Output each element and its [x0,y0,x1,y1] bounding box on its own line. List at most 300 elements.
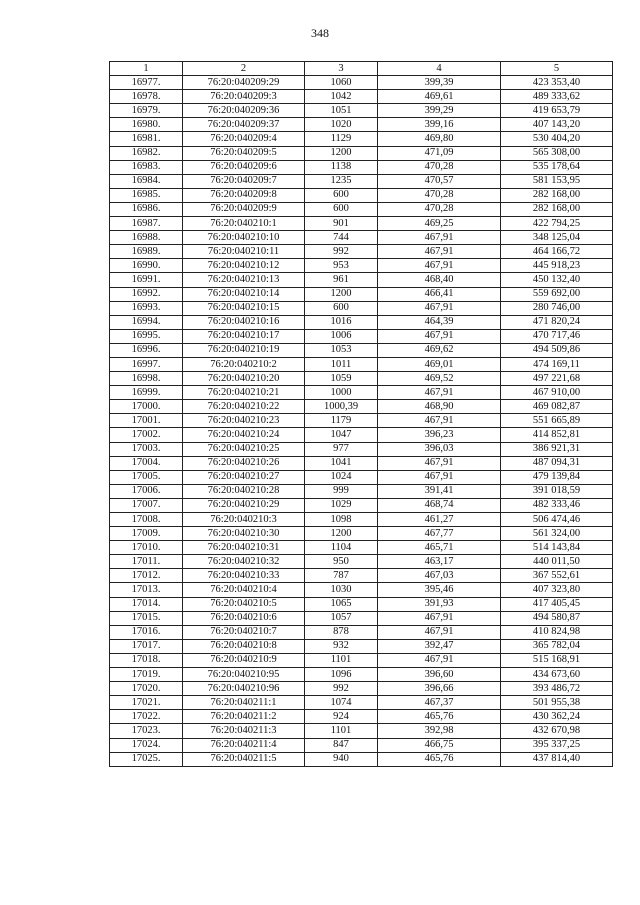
row-number-cell: 17003. [110,442,183,456]
table-row [110,174,613,188]
table-row [110,710,613,724]
area-cell: 1138 [305,160,378,174]
cadastral-number-cell: 76:20:040210:28 [183,484,305,498]
area-cell: 1101 [305,653,378,667]
table-row [110,583,613,597]
value-cell: 422 794,25 [501,217,613,231]
value-cell: 514 143,84 [501,541,613,555]
cadastral-number-cell: 76:20:040210:23 [183,414,305,428]
rate-cell: 396,60 [378,668,501,682]
table-row [110,202,613,216]
area-cell: 1016 [305,315,378,329]
value-cell: 482 333,46 [501,498,613,512]
cadastral-number-cell: 76:20:040209:9 [183,202,305,216]
rate-cell: 395,46 [378,583,501,597]
area-cell: 1053 [305,343,378,357]
table-row [110,569,613,583]
value-cell: 565 308,00 [501,146,613,160]
table-row [110,682,613,696]
rate-cell: 467,91 [378,259,501,273]
value-cell: 487 094,31 [501,456,613,470]
cadastral-number-cell: 76:20:040210:3 [183,513,305,527]
value-cell: 365 782,04 [501,639,613,653]
rate-cell: 467,91 [378,231,501,245]
header-row [110,62,613,76]
row-number-cell: 17010. [110,541,183,555]
rate-cell: 467,91 [378,653,501,667]
value-cell: 501 955,38 [501,696,613,710]
table-row [110,386,613,400]
row-number-cell: 17007. [110,498,183,512]
area-cell: 600 [305,301,378,315]
row-number-cell: 17017. [110,639,183,653]
table-row [110,597,613,611]
table-row [110,273,613,287]
rate-cell: 399,16 [378,118,501,132]
rate-cell: 399,29 [378,104,501,118]
area-cell: 1200 [305,527,378,541]
row-number-cell: 17002. [110,428,183,442]
value-cell: 407 143,20 [501,118,613,132]
table-row [110,132,613,146]
value-cell: 367 552,61 [501,569,613,583]
table-row [110,287,613,301]
area-cell: 940 [305,752,378,766]
rate-cell: 396,03 [378,442,501,456]
value-cell: 506 474,46 [501,513,613,527]
table-row [110,146,613,160]
area-cell: 1074 [305,696,378,710]
area-cell: 1041 [305,456,378,470]
area-cell: 1059 [305,372,378,386]
area-cell: 1000 [305,386,378,400]
value-cell: 407 323,80 [501,583,613,597]
table-row [110,428,613,442]
table-row [110,160,613,174]
cadastral-number-cell: 76:20:040210:27 [183,470,305,484]
cadastral-number-cell: 76:20:040210:31 [183,541,305,555]
area-cell: 1129 [305,132,378,146]
rate-cell: 467,37 [378,696,501,710]
area-cell: 1000,39 [305,400,378,414]
area-cell: 1104 [305,541,378,555]
cadastral-number-cell: 76:20:040210:96 [183,682,305,696]
area-cell: 1051 [305,104,378,118]
table-row [110,343,613,357]
table-row [110,357,613,371]
page-number: 348 [311,26,329,40]
value-cell: 494 509,86 [501,343,613,357]
rate-cell: 467,91 [378,456,501,470]
rate-cell: 467,91 [378,625,501,639]
cadastral-number-cell: 76:20:040209:6 [183,160,305,174]
area-cell: 878 [305,625,378,639]
area-cell: 1047 [305,428,378,442]
rate-cell: 469,52 [378,372,501,386]
area-cell: 977 [305,442,378,456]
row-number-cell: 17014. [110,597,183,611]
table-row [110,301,613,315]
cadastral-number-cell: 76:20:040210:16 [183,315,305,329]
value-cell: 282 168,00 [501,202,613,216]
area-cell: 1235 [305,174,378,188]
value-cell: 551 665,89 [501,414,613,428]
value-cell: 440 011,50 [501,555,613,569]
rate-cell: 469,25 [378,217,501,231]
rate-cell: 469,01 [378,357,501,371]
row-number-cell: 17018. [110,653,183,667]
cadastral-number-cell: 76:20:040210:12 [183,259,305,273]
column-header-2: 2 [183,62,305,76]
rate-cell: 391,41 [378,484,501,498]
area-cell: 1101 [305,724,378,738]
row-number-cell: 17025. [110,752,183,766]
area-cell: 1020 [305,118,378,132]
row-number-cell: 16997. [110,357,183,371]
value-cell: 434 673,60 [501,668,613,682]
table-row [110,188,613,202]
table-row [110,329,613,343]
area-cell: 1060 [305,76,378,90]
table-row [110,217,613,231]
value-cell: 515 168,91 [501,653,613,667]
table-row [110,752,613,766]
rate-cell: 465,76 [378,710,501,724]
data-table [109,61,613,767]
table-row [110,555,613,569]
rate-cell: 467,91 [378,245,501,259]
rate-cell: 467,03 [378,569,501,583]
rate-cell: 468,74 [378,498,501,512]
cadastral-number-cell: 76:20:040211:4 [183,738,305,752]
value-cell: 530 404,20 [501,132,613,146]
value-cell: 410 824,98 [501,625,613,639]
rate-cell: 470,28 [378,160,501,174]
area-cell: 901 [305,217,378,231]
cadastral-number-cell: 76:20:040210:13 [183,273,305,287]
row-number-cell: 16980. [110,118,183,132]
row-number-cell: 17000. [110,400,183,414]
rate-cell: 469,80 [378,132,501,146]
value-cell: 423 353,40 [501,76,613,90]
row-number-cell: 16981. [110,132,183,146]
value-cell: 469 082,87 [501,400,613,414]
area-cell: 1096 [305,668,378,682]
rate-cell: 471,09 [378,146,501,160]
row-number-cell: 17015. [110,611,183,625]
area-cell: 847 [305,738,378,752]
cadastral-number-cell: 76:20:040211:5 [183,752,305,766]
table-row [110,484,613,498]
area-cell: 950 [305,555,378,569]
area-cell: 924 [305,710,378,724]
value-cell: 464 166,72 [501,245,613,259]
value-cell: 535 178,64 [501,160,613,174]
value-cell: 414 852,81 [501,428,613,442]
cadastral-number-cell: 76:20:040210:33 [183,569,305,583]
row-number-cell: 17011. [110,555,183,569]
table-row [110,456,613,470]
cadastral-number-cell: 76:20:040210:22 [183,400,305,414]
cadastral-number-cell: 76:20:040210:21 [183,386,305,400]
table-row [110,668,613,682]
rate-cell: 391,93 [378,597,501,611]
area-cell: 600 [305,202,378,216]
column-header-4: 4 [378,62,501,76]
row-number-cell: 16984. [110,174,183,188]
table-row [110,541,613,555]
cadastral-number-cell: 76:20:040210:95 [183,668,305,682]
cadastral-number-cell: 76:20:040209:3 [183,90,305,104]
rate-cell: 392,47 [378,639,501,653]
table-row [110,118,613,132]
cadastral-number-cell: 76:20:040210:10 [183,231,305,245]
cadastral-number-cell: 76:20:040210:7 [183,625,305,639]
row-number-cell: 17004. [110,456,183,470]
value-cell: 467 910,00 [501,386,613,400]
value-cell: 348 125,04 [501,231,613,245]
row-number-cell: 17012. [110,569,183,583]
cadastral-number-cell: 76:20:040211:2 [183,710,305,724]
value-cell: 417 405,45 [501,597,613,611]
rate-cell: 468,90 [378,400,501,414]
column-header-1: 1 [110,62,183,76]
cadastral-number-cell: 76:20:040210:24 [183,428,305,442]
row-number-cell: 16999. [110,386,183,400]
table-row [110,259,613,273]
cadastral-number-cell: 76:20:040209:36 [183,104,305,118]
table-row [110,724,613,738]
row-number-cell: 16989. [110,245,183,259]
area-cell: 1065 [305,597,378,611]
area-cell: 1057 [305,611,378,625]
row-number-cell: 16978. [110,90,183,104]
table-row [110,104,613,118]
cadastral-number-cell: 76:20:040209:5 [183,146,305,160]
row-number-cell: 16998. [110,372,183,386]
area-cell: 1179 [305,414,378,428]
table-row [110,315,613,329]
row-number-cell: 16982. [110,146,183,160]
value-cell: 471 820,24 [501,315,613,329]
area-cell: 1042 [305,90,378,104]
value-cell: 581 153,95 [501,174,613,188]
rate-cell: 392,98 [378,724,501,738]
table-row [110,738,613,752]
row-number-cell: 16985. [110,188,183,202]
value-cell: 395 337,25 [501,738,613,752]
cadastral-number-cell: 76:20:040210:9 [183,653,305,667]
value-cell: 450 132,40 [501,273,613,287]
cadastral-number-cell: 76:20:040210:8 [183,639,305,653]
row-number-cell: 17013. [110,583,183,597]
value-cell: 489 333,62 [501,90,613,104]
rate-cell: 465,76 [378,752,501,766]
row-number-cell: 16987. [110,217,183,231]
row-number-cell: 17021. [110,696,183,710]
row-number-cell: 17019. [110,668,183,682]
area-cell: 999 [305,484,378,498]
area-cell: 1024 [305,470,378,484]
value-cell: 497 221,68 [501,372,613,386]
table-row [110,372,613,386]
cadastral-number-cell: 76:20:040210:26 [183,456,305,470]
area-cell: 992 [305,245,378,259]
row-number-cell: 16986. [110,202,183,216]
row-number-cell: 17016. [110,625,183,639]
value-cell: 386 921,31 [501,442,613,456]
cadastral-number-cell: 76:20:040210:4 [183,583,305,597]
table-row [110,90,613,104]
area-cell: 953 [305,259,378,273]
row-number-cell: 16990. [110,259,183,273]
cadastral-number-cell: 76:20:040210:6 [183,611,305,625]
rate-cell: 470,28 [378,188,501,202]
cadastral-number-cell: 76:20:040210:2 [183,357,305,371]
value-cell: 437 814,40 [501,752,613,766]
row-number-cell: 17022. [110,710,183,724]
cadastral-number-cell: 76:20:040210:20 [183,372,305,386]
rate-cell: 466,75 [378,738,501,752]
table-row [110,76,613,90]
row-number-cell: 17006. [110,484,183,498]
rate-cell: 461,27 [378,513,501,527]
table-row [110,245,613,259]
value-cell: 561 324,00 [501,527,613,541]
area-cell: 1030 [305,583,378,597]
row-number-cell: 17023. [110,724,183,738]
rate-cell: 467,91 [378,301,501,315]
rate-cell: 467,77 [378,527,501,541]
table-row [110,625,613,639]
cadastral-number-cell: 76:20:040210:17 [183,329,305,343]
rate-cell: 396,66 [378,682,501,696]
row-number-cell: 16988. [110,231,183,245]
cadastral-number-cell: 76:20:040209:37 [183,118,305,132]
area-cell: 1011 [305,357,378,371]
value-cell: 470 717,46 [501,329,613,343]
value-cell: 393 486,72 [501,682,613,696]
cadastral-number-cell: 76:20:040210:1 [183,217,305,231]
cadastral-number-cell: 76:20:040210:25 [183,442,305,456]
rate-cell: 396,23 [378,428,501,442]
area-cell: 1006 [305,329,378,343]
column-header-3: 3 [305,62,378,76]
cadastral-number-cell: 76:20:040211:1 [183,696,305,710]
cadastral-number-cell: 76:20:040210:5 [183,597,305,611]
value-cell: 494 580,87 [501,611,613,625]
area-cell: 600 [305,188,378,202]
table-row [110,498,613,512]
table-row [110,611,613,625]
row-number-cell: 16994. [110,315,183,329]
value-cell: 432 670,98 [501,724,613,738]
row-number-cell: 16979. [110,104,183,118]
cadastral-number-cell: 76:20:040209:7 [183,174,305,188]
area-cell: 1200 [305,287,378,301]
area-cell: 961 [305,273,378,287]
cadastral-number-cell: 76:20:040211:3 [183,724,305,738]
area-cell: 932 [305,639,378,653]
row-number-cell: 17001. [110,414,183,428]
rate-cell: 467,91 [378,470,501,484]
row-number-cell: 17008. [110,513,183,527]
rate-cell: 467,91 [378,329,501,343]
table-row [110,231,613,245]
row-number-cell: 16977. [110,76,183,90]
row-number-cell: 16995. [110,329,183,343]
area-cell: 744 [305,231,378,245]
rate-cell: 464,39 [378,315,501,329]
cadastral-number-cell: 76:20:040209:29 [183,76,305,90]
table-body [110,76,613,767]
value-cell: 430 362,24 [501,710,613,724]
row-number-cell: 17009. [110,527,183,541]
rate-cell: 467,91 [378,611,501,625]
value-cell: 419 653,79 [501,104,613,118]
area-cell: 1029 [305,498,378,512]
row-number-cell: 16992. [110,287,183,301]
value-cell: 559 692,00 [501,287,613,301]
value-cell: 391 018,59 [501,484,613,498]
table-row [110,470,613,484]
rate-cell: 466,41 [378,287,501,301]
value-cell: 445 918,23 [501,259,613,273]
rate-cell: 465,71 [378,541,501,555]
column-header-5: 5 [501,62,613,76]
table-row [110,639,613,653]
value-cell: 282 168,00 [501,188,613,202]
cadastral-number-cell: 76:20:040209:8 [183,188,305,202]
area-cell: 992 [305,682,378,696]
table-row [110,442,613,456]
area-cell: 787 [305,569,378,583]
table-row [110,653,613,667]
value-cell: 479 139,84 [501,470,613,484]
rate-cell: 469,61 [378,90,501,104]
cadastral-number-cell: 76:20:040210:29 [183,498,305,512]
value-cell: 280 746,00 [501,301,613,315]
table-row [110,400,613,414]
rate-cell: 399,39 [378,76,501,90]
table-row [110,513,613,527]
cadastral-number-cell: 76:20:040210:14 [183,287,305,301]
area-cell: 1200 [305,146,378,160]
row-number-cell: 17005. [110,470,183,484]
row-number-cell: 16996. [110,343,183,357]
cadastral-number-cell: 76:20:040210:32 [183,555,305,569]
rate-cell: 468,40 [378,273,501,287]
table-row [110,527,613,541]
row-number-cell: 16983. [110,160,183,174]
rate-cell: 470,28 [378,202,501,216]
row-number-cell: 17020. [110,682,183,696]
rate-cell: 469,62 [378,343,501,357]
cadastral-number-cell: 76:20:040209:4 [183,132,305,146]
row-number-cell: 16991. [110,273,183,287]
rate-cell: 467,91 [378,386,501,400]
cadastral-number-cell: 76:20:040210:19 [183,343,305,357]
area-cell: 1098 [305,513,378,527]
table-row [110,696,613,710]
row-number-cell: 17024. [110,738,183,752]
row-number-cell: 16993. [110,301,183,315]
cadastral-number-cell: 76:20:040210:15 [183,301,305,315]
rate-cell: 470,57 [378,174,501,188]
cadastral-number-cell: 76:20:040210:11 [183,245,305,259]
rate-cell: 467,91 [378,414,501,428]
rate-cell: 463,17 [378,555,501,569]
